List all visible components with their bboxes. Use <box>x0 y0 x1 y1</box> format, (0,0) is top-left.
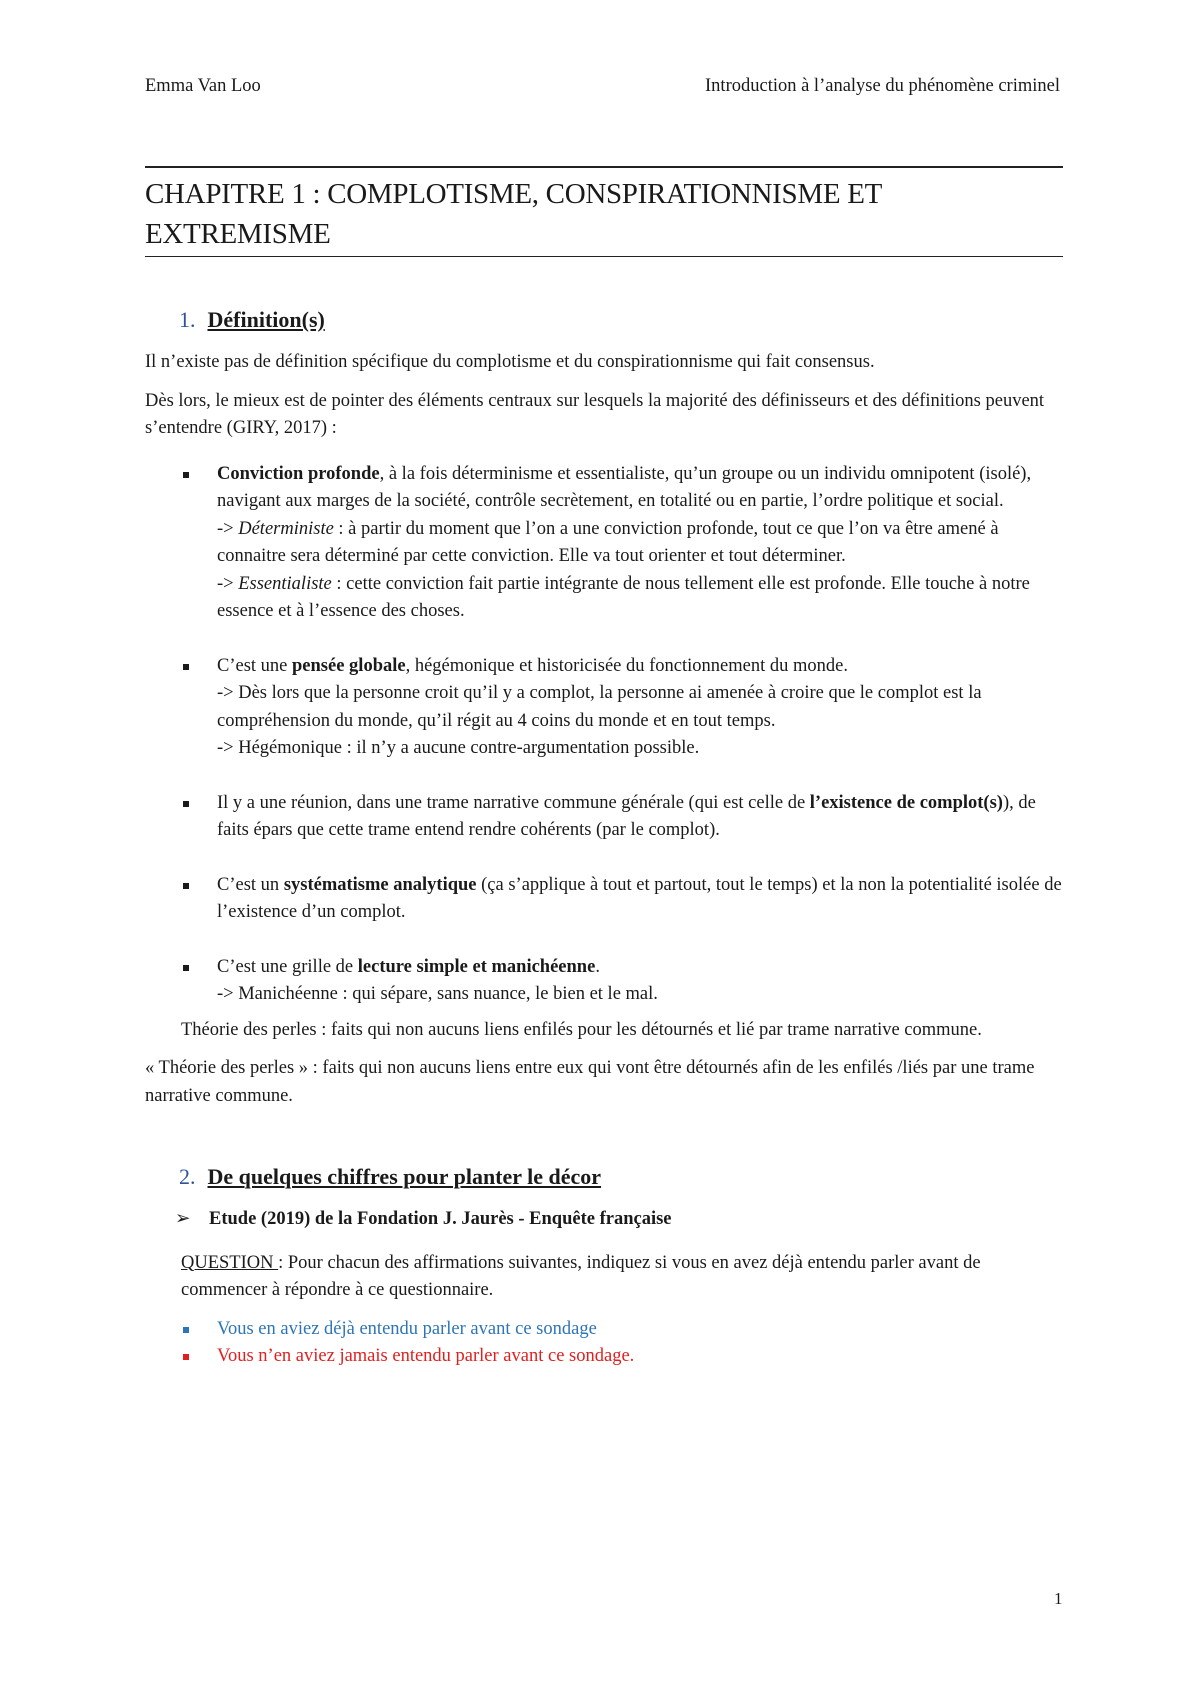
item-text: (ça s’applique à tout et partout, tout le temps) et la non la potentialité isolée de l’existence d’un complot. <box>217 874 1062 922</box>
bold-term: systématisme analytique <box>283 874 477 895</box>
list-item <box>145 954 1063 1009</box>
item-text: ), de faits épars que cette trame entend rendre cohérents (par le complot). <box>217 792 1036 840</box>
item-text: C’est une grille de <box>217 956 358 977</box>
header-course-title: Introduction à l’analyse du phénomène criminel <box>705 76 1060 96</box>
legend-list <box>145 1316 1063 1371</box>
paragraph: Il n’existe pas de définition spécifique du complotisme et du conspirationnisme qui fait consensus. <box>145 352 875 372</box>
item-text: : cette conviction fait partie intégrante de nous tellement elle est profonde. Elle touche à notre essence et à l’essence des choses. <box>217 573 1030 621</box>
item-text: -> Dès lors que la personne croit qu’il y a complot, la personne ai amenée à croire que le complot est la compréhension du monde, qu’il régit au 4 coins du monde et en tout temps. <box>217 683 982 731</box>
item-text: -> Hégémonique : il n’y a aucune contre-argumentation possible. <box>217 738 700 758</box>
question-label: QUESTION <box>181 1252 279 1273</box>
paragraph: Dès lors, le mieux est de pointer des éléments centraux sur lesquels la majorité des définisseurs et des définitions peuvent s’entendre (GIRY, 2017) : <box>145 390 1045 438</box>
item-text: . <box>595 956 600 977</box>
section-number: 2. <box>179 1164 196 1189</box>
square-bullet-icon <box>183 1327 189 1333</box>
square-bullet-icon <box>183 664 189 670</box>
question-paragraph <box>145 1250 1063 1305</box>
definition-bullet-list <box>145 461 1063 1009</box>
paragraph-indented: Théorie des perles : faits qui non aucuns liens enfilés pour les détournés et lié par trame narrative commune. <box>181 1019 982 1040</box>
paragraph: « Théorie des perles » : faits qui non aucuns liens entre eux qui vont être détournés afin de les enfilés /liés par une trame narrative commune. <box>145 1058 1035 1106</box>
arrowhead-bullet-icon: ➢ <box>175 1209 191 1229</box>
italic-term: Essentialiste <box>238 573 332 594</box>
legend-item-heard <box>145 1316 1063 1344</box>
item-text: , hégémonique et historicisée du fonctionnement du monde. <box>405 655 848 676</box>
item-text: , à la fois déterminisme et essentialiste, qu’un groupe ou un individu omnipotent (isolé), navigant aux marges de la société, contrôle secrètement, en totalité ou en partie, l’ordre politique et social. <box>217 463 1032 511</box>
arrow-text: -> <box>217 573 239 594</box>
study-heading <box>145 1206 1063 1234</box>
list-item <box>145 790 1063 845</box>
study-title: Etude (2019) de la Fondation J. Jaurès - Enquête française <box>209 1209 672 1229</box>
chapter-title: CHAPITRE 1 : COMPLOTISME, CONSPIRATIONNISME ET EXTREMISME <box>145 166 1063 257</box>
bold-term: lecture simple et manichéenne <box>357 956 596 977</box>
square-bullet-icon <box>183 965 189 971</box>
italic-term: Déterministe <box>238 518 334 539</box>
legend-text: Vous en aviez déjà entendu parler avant ce sondage <box>217 1318 597 1339</box>
square-bullet-icon <box>183 472 189 478</box>
header-author: Emma Van Loo <box>145 76 261 96</box>
list-item <box>145 872 1063 927</box>
item-text: Il y a une réunion, dans une trame narrative commune générale (qui est celle de <box>217 792 810 813</box>
list-item <box>145 461 1063 626</box>
bold-term: l’existence de complot(s) <box>809 792 1003 813</box>
section-title: Définition(s) <box>207 307 325 332</box>
item-text: -> Manichéenne : qui sépare, sans nuance, le bien et le mal. <box>217 984 658 1004</box>
page-content <box>145 166 1063 1371</box>
square-bullet-icon <box>183 801 189 807</box>
list-item <box>145 653 1063 763</box>
item-text: C’est une <box>217 655 293 676</box>
legend-item-never-heard <box>145 1343 1063 1371</box>
section-heading-definitions <box>179 305 1063 335</box>
section-title: De quelques chiffres pour planter le décor <box>207 1164 602 1189</box>
square-bullet-icon <box>183 883 189 889</box>
question-text: : Pour chacun des affirmations suivantes, indiquez si vous en avez déjà entendu parler avant de commencer à répondre à ce questionnaire. <box>181 1252 981 1300</box>
item-text: C’est un <box>217 874 284 895</box>
bold-term: Conviction profonde <box>217 463 380 484</box>
legend-text: Vous n’en aviez jamais entendu parler avant ce sondage. <box>217 1346 635 1366</box>
section-number: 1. <box>179 307 196 332</box>
page-number: 1 <box>1054 1589 1063 1608</box>
bold-term: pensée globale <box>292 655 406 676</box>
section-heading-figures <box>179 1162 1063 1192</box>
square-bullet-icon <box>183 1354 189 1360</box>
arrow-text: -> <box>217 518 239 539</box>
item-text: : à partir du moment que l’on a une conviction profonde, tout ce que l’on va être amené à connaitre sera déterminé par cette conviction. Elle va tout orienter et tout déterminer. <box>217 518 999 566</box>
